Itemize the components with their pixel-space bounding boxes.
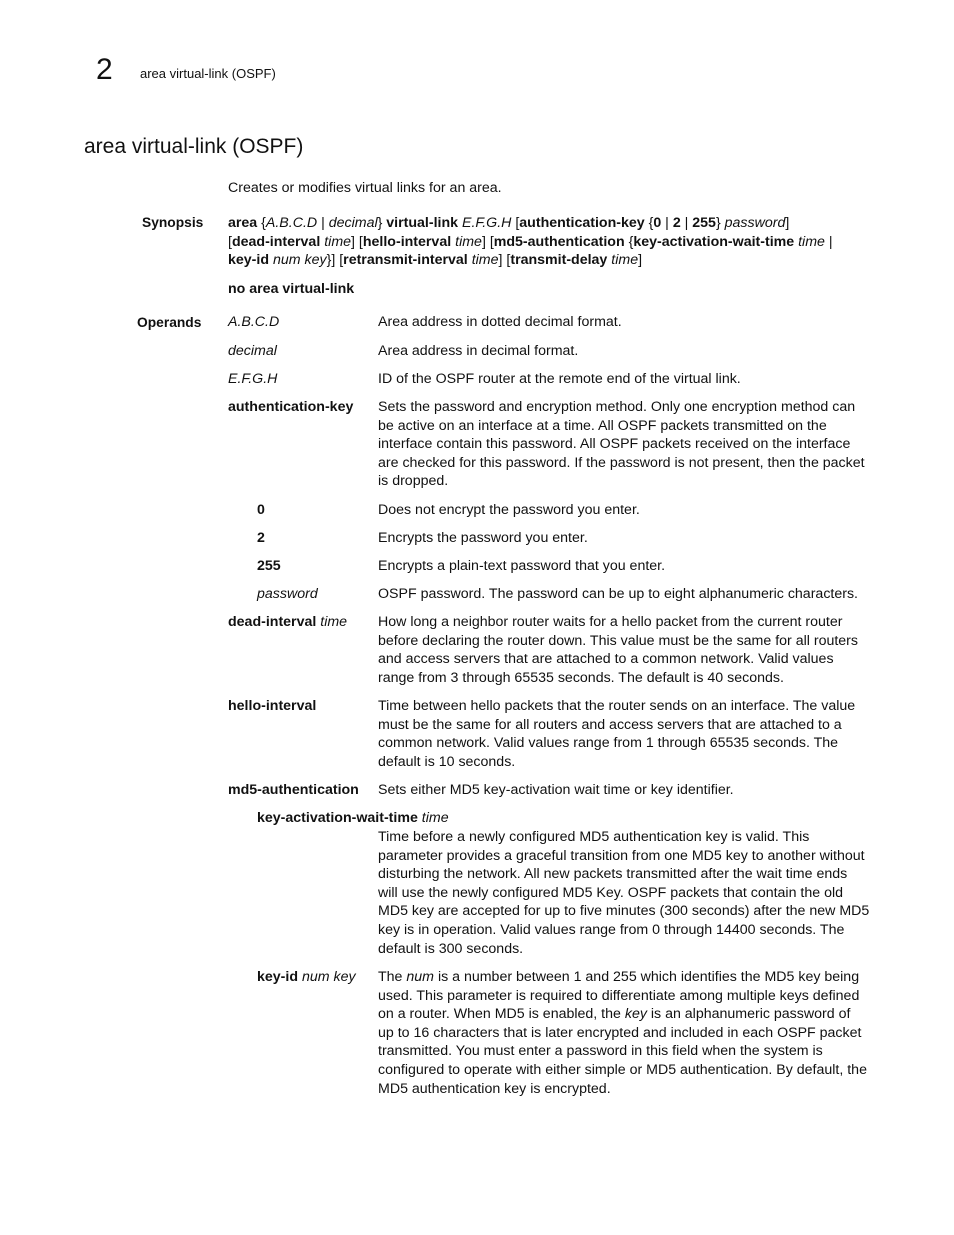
syn-text: ] [ [481,233,494,250]
syn-keyword: virtual-link [386,215,459,231]
syn-text: [ [511,215,520,231]
syn-text: { [624,233,634,250]
operand-keyword: key-id [257,969,299,985]
operand-desc: Does not encrypt the password you enter. [378,502,640,518]
operand-desc: OSPF password. The password can be up to eight alphanumeric characters. [378,586,858,602]
operand-desc: Time before a newly configured MD5 authentication key is valid. This parameter provides a graceful transition from one MD5 key to another without disturbing the network. All new packets transmitted after the wait time ends will use the newly configured MD5 Key. OSPF packets that contain the old MD5 key are accepted for up to five minutes (300 seconds) after the new MD5 key is in operation. Valid values range from 0 through 14400 seconds. The default is 300 seconds. [378,829,870,957]
desc-arg: num [406,969,434,985]
syn-text: { [644,215,654,231]
operand-desc: How long a neighbor router waits for a hello packet from the current router before declaring the router down. This value must be the same for all routers and access servers that are attached to a common network. Valid values range from 3 through 65535 seconds. The default is 40 seconds. [378,614,858,686]
syn-text: { [257,215,266,231]
syn-arg: A.B.C.D [265,215,318,231]
operand-arg: num key [301,969,356,985]
syn-keyword: md5-authentication [493,233,625,250]
syn-arg: password [724,215,786,231]
syn-text: | [317,215,329,231]
syn-text: ] [638,252,643,269]
operand-term [257,968,356,987]
operand-term [257,809,449,828]
operand-arg: time [320,614,348,630]
operand-desc: Time between hello packets that the router sends on an interface. The value must be the same for all routers and access servers that are attached to a common network. Valid values range from 1 through 65535 seconds. The default is 10 seconds. [378,698,856,770]
operand-term: password [257,586,318,602]
syn-text: }] [ [326,252,344,269]
syn-arg: time [471,252,499,269]
operand-desc: Area address in dotted decimal format. [378,314,622,330]
operands-label: Operands [137,315,202,330]
operand-term: hello-interval [228,698,317,714]
syn-keyword: key-activation-wait-time [633,233,795,250]
syn-arg: time [455,233,482,250]
page-title: area virtual-link (OSPF) [84,135,304,158]
syn-keyword: authentication-key [519,215,645,231]
syn-keyword: key-id [228,252,270,269]
syn-keyword: dead-interval [231,233,321,250]
syn-arg: time [324,233,352,250]
syn-arg: num key [272,252,327,269]
operand-term: E.F.G.H [228,371,278,387]
syn-keyword: hello-interval [362,233,452,250]
chapter-number: 2 [96,53,113,86]
desc-arg: key [624,1006,647,1023]
synopsis-no-form: no area virtual-link [228,281,355,297]
synopsis-syntax [228,214,868,270]
syn-keyword: retransmit-interval [343,252,468,269]
operand-term: decimal [228,343,277,359]
operand-desc: Area address in decimal format. [378,343,579,359]
syn-text: | [680,215,693,231]
operand-desc [378,968,870,1098]
operand-desc: ID of the OSPF router at the remote end of the virtual link. [378,371,741,387]
operand-term [228,613,347,632]
operand-term: 255 [257,558,281,574]
syn-text: } [715,215,725,231]
operand-desc: Encrypts a plain-text password that you enter. [378,558,666,574]
operand-term: authentication-key [228,399,354,415]
operand-term: A.B.C.D [228,314,280,330]
operand-term: 2 [257,530,265,546]
syn-arg: E.F.G.H [462,215,512,231]
operand-desc: Encrypts the password you enter. [378,530,588,546]
intro-text: Creates or modifies virtual links for an area. [228,180,502,196]
syn-keyword: 0 [653,215,662,231]
syn-keyword: 255 [692,215,716,231]
desc-text: is a number between 1 and 255 which identifies the MD5 key being used. This parameter is required to differentiate among multiple keys defined on a router. When MD5 is enabled, the [378,969,860,1023]
desc-text: The [378,969,407,985]
syn-text: ] [ [351,233,363,250]
operand-arg: time [421,810,449,826]
operand-keyword: key-activation-wait-time [257,810,418,826]
running-head: area virtual-link (OSPF) [140,66,276,81]
syn-text: [ [228,233,232,250]
syn-arg: time [611,252,639,269]
operand-term: 0 [257,502,265,518]
syn-text: ] [785,215,790,231]
desc-text: is an alphanumeric password of up to 16 characters that is later encrypted and included in each OSPF packet transmitted. You must enter a password in this field when the system is configured to operate with either simple or MD5 authentication. By default, the MD5 authentication key is encrypted. [378,1006,867,1097]
operand-keyword: dead-interval [228,614,317,630]
syn-text: } [377,215,387,231]
syn-keyword: transmit-delay [510,252,608,269]
syn-arg: time [798,233,825,250]
syn-text: ] [ [498,252,511,269]
syn-arg: decimal [328,215,378,231]
operand-term: md5-authentication [228,782,359,798]
syn-text: | [661,215,673,231]
synopsis-label: Synopsis [142,215,204,230]
operand-desc: Sets either MD5 key-activation wait time or key identifier. [378,782,734,798]
syn-text: | [824,233,833,250]
syn-keyword: area [228,215,258,231]
operand-desc: Sets the password and encryption method. Only one encryption method can be active on an interface at a time. All OSPF packets transmitted on the interface contain this password. All OSPF packets received on the interface are checked for this password. If the password is not present, then the packet is dropped. [378,399,865,490]
syn-keyword: 2 [672,215,681,231]
